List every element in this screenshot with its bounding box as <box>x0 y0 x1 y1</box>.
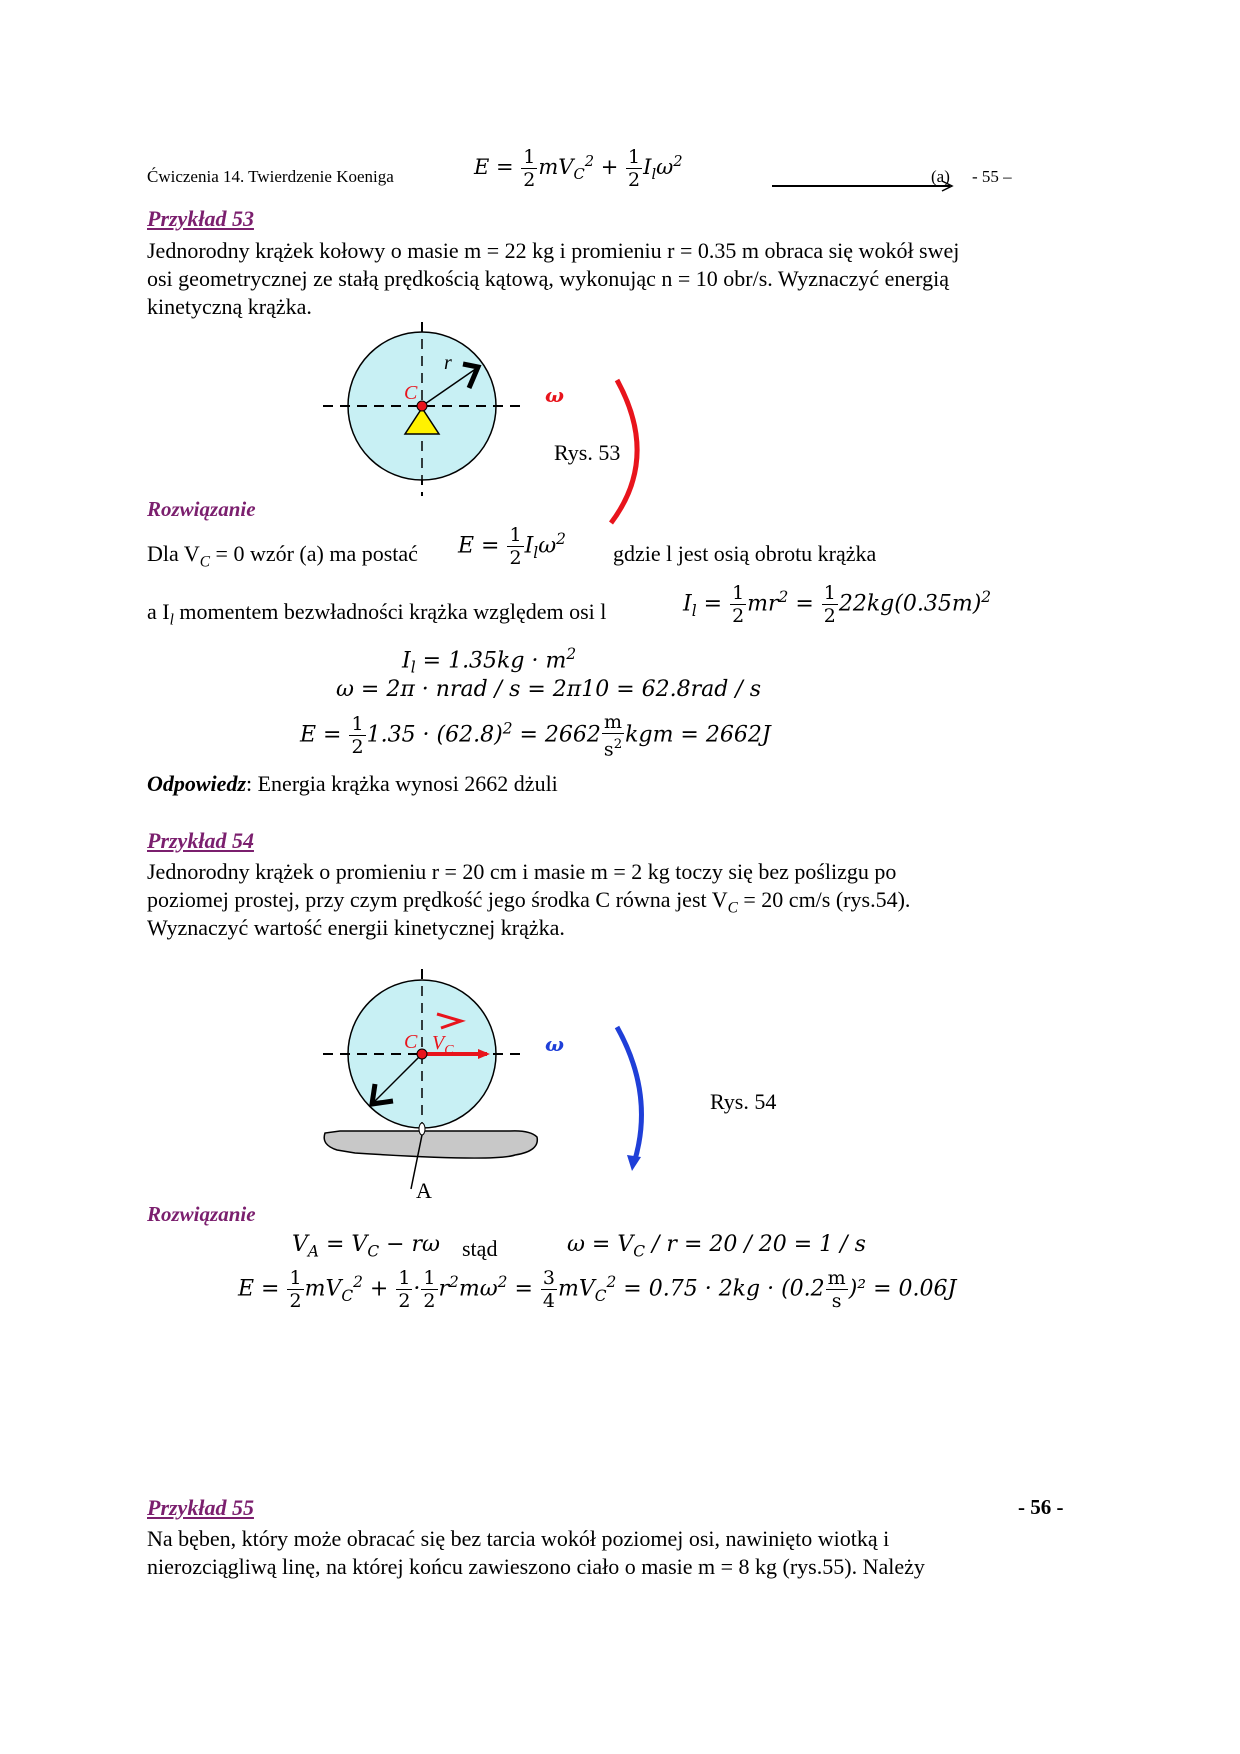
header-title: Ćwiczenia 14. Twierdzenie Koeniga <box>147 167 394 186</box>
figure-53-omega-label: ω <box>545 383 565 407</box>
example-55-line-1: Na bęben, który może obracać się bez tarcia wokół poziomej osi, nawinięto wiotką i <box>147 1526 890 1551</box>
text: ω = V <box>567 1232 634 1257</box>
example-53-solution-line-1-end: gdzie l jest osią obrotu krążka <box>613 541 877 566</box>
example-54-line-1: Jednorodny krążek o promieniu r = 20 cm i masie m = 2 kg toczy się bez poślizgu po <box>147 859 897 884</box>
answer-label: Odpowiedz <box>147 771 246 796</box>
text: momentem bezwładności krążka względem osi l <box>173 599 607 624</box>
header-formula: E = $\frac{1}{2}$ $mV_C^2$ + $\frac{1}{2}$ $I_l\omega^2$ <box>474 146 683 191</box>
figure-54-caption: Rys. 54 <box>710 1089 777 1114</box>
text: V <box>432 1032 445 1054</box>
ground <box>324 1131 537 1158</box>
example-54-title: Przykład 54 <box>147 828 254 853</box>
example-55-line-2: nierozciągliwą linę, na której końcu zawieszono ciało o masie m = 8 kg (rys.55). Należy <box>147 1554 925 1579</box>
header-formula-end: I <box>643 155 652 179</box>
figure-54 <box>315 965 675 1205</box>
example-54-line-3: Wyznaczyć wartość energii kinetycznej krążka. <box>147 915 565 940</box>
example-53-solution-line-2: a $I_l$ momentem bezwładności krążka względem osi l <box>147 599 607 629</box>
example-54-line-2: poziomej prostej, przy czym prędkość jego środka C równa jest $V_C = 20$ cm/s (rys.54). <box>147 887 911 917</box>
center-point <box>417 1049 427 1059</box>
text: 1.35 · (62.8) <box>366 722 503 748</box>
example-53-formula-e: E = $\frac{1}{2}$ $I_l\omega^2$ <box>458 524 566 569</box>
header-formula-mid: mV <box>538 155 574 179</box>
frac-num: 1 <box>523 146 536 168</box>
header-tag: (a) <box>931 167 950 186</box>
text: = 20 cm/s (rys.54). <box>737 887 911 912</box>
example-54-energy-equation: E = $\frac{1}{2}$ $mV_C^2$ + $\frac{1}{2}$ · $\frac{1}{2}$ $r^2m\omega^2$ = $\frac{3}{4}$ $mV_C^2 = 0.75 \cdot 2kg \cdot (0.2$ $\frac{m}{s}$ )² = 0.06J <box>238 1267 957 1312</box>
example-53-title: Przykład 53 <box>147 206 254 231</box>
figure-54-vc-label: $V_C$ <box>432 1032 454 1058</box>
header-formula-label: E = <box>474 155 514 179</box>
example-53-line-1: Jednorodny krążek kołowy o masie m = 22 kg i promieniu r = 0.35 m obraca się wokół swej <box>147 238 960 263</box>
example-53-energy-equation: E = $\frac{1}{2}$ $1.35 \cdot (62.8)^2 = 2662$ $\frac{m}{s^2}$ kgm = 2662J <box>300 711 771 761</box>
example-55-title: Przykład 55 <box>147 1495 254 1520</box>
example-54-omega-equation: $\omega = V_C / r = 20 / 20 = 1 / s$ <box>567 1232 866 1261</box>
example-53-omega-equation: ω = 2π · nrad / s = 2π10 = 62.8rad / s <box>336 677 762 702</box>
center-point <box>417 401 427 411</box>
rotation-arc <box>617 1027 641 1163</box>
figure-54-c-label: C <box>404 1031 418 1053</box>
text: a I <box>147 599 170 624</box>
example-53-solution-title: Rozwiązanie <box>147 497 256 521</box>
answer-text: : Energia krążka wynosi 2662 dżuli <box>246 771 558 796</box>
text: = 2662 <box>512 722 601 748</box>
figure-54-omega-label: ω <box>545 1032 565 1056</box>
text: = 0.75 · 2kg · (0.2 <box>623 1276 825 1302</box>
example-54-solution-title: Rozwiązanie <box>147 1202 256 1226</box>
text: Dla V <box>147 541 200 566</box>
example-54-velocity-equation: $V_A = V_C - r\omega$ <box>292 1232 440 1261</box>
example-53-formula-inertia: $I_l$ = $\frac{1}{2}$ $mr^2$ = $\frac{1}{2}$ $22kg(0.35m)^2$ <box>683 582 992 627</box>
text: poziomej prostej, przy czym prędkość jego środka C równa jest V <box>147 887 728 912</box>
frac-num: 1 <box>628 146 641 168</box>
figure-54-a-label: A <box>416 1178 432 1203</box>
example-53-answer <box>147 770 558 798</box>
text: )² = 0.06J <box>848 1276 957 1302</box>
text: kgm = 2662J <box>625 722 771 748</box>
figure-53-c-label: C <box>404 382 418 404</box>
frac-den: 2 <box>523 169 536 191</box>
contact-point <box>419 1123 425 1135</box>
frac-den: 2 <box>628 169 641 191</box>
figure-53-caption: Rys. 53 <box>554 440 621 465</box>
example-53-line-2: osi geometrycznej ze stałą prędkością kątową, wykonując n = 10 obr/s. Wyznaczyć energią <box>147 266 949 291</box>
example-53-line-3: kinetyczną krążka. <box>147 294 312 319</box>
page-number-56: - 56 - <box>1018 1495 1064 1519</box>
text: V <box>292 1232 308 1257</box>
figure-53-r-label: r <box>444 352 452 374</box>
text: / r = 20 / 20 = 1 / s <box>645 1232 866 1257</box>
rotation-arrowhead <box>627 1155 641 1171</box>
example-53-solution-line-1: Dla $V_C = 0$ wzór (a) ma postać <box>147 541 418 571</box>
text: = 1.35kg · m <box>422 648 567 674</box>
header-page-number: - 55 – <box>972 167 1012 186</box>
example-54-stad: stąd <box>462 1236 498 1261</box>
figure-53 <box>315 318 675 528</box>
text: = 0 wzór (a) ma postać <box>210 541 418 566</box>
example-53-inertia-result: $I_l = 1.35kg \cdot m^2$ <box>402 645 577 677</box>
